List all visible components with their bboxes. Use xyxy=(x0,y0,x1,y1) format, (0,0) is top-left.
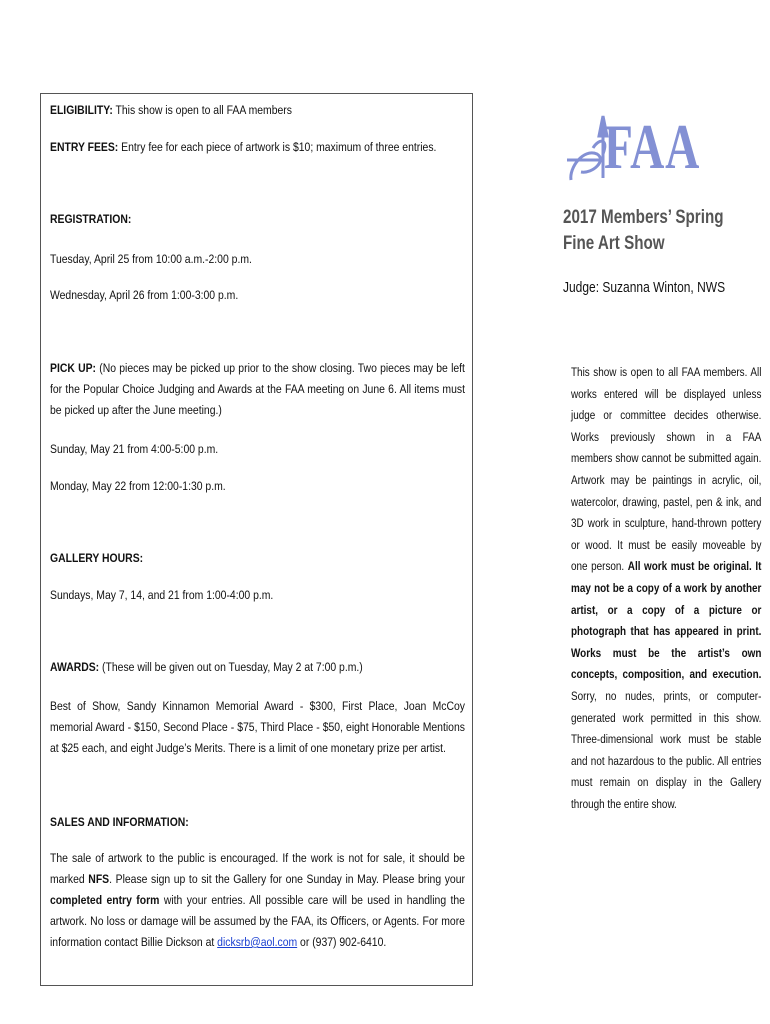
judge-name: Judge: Suzanna Winton, NWS xyxy=(563,279,726,296)
gallery-hours: Sundays, May 7, 14, and 21 from 1:00-4:00 p.m. xyxy=(50,588,274,602)
entry-fees-text: Entry fee for each piece of artwork is $10; maximum of three entries. xyxy=(118,140,437,154)
pickup-day1: Sunday, May 21 from 4:00-5:00 p.m. xyxy=(50,442,219,456)
description-text1: This show is open to all FAA members. All works entered will be displayed unless judge or committee decides otherwise. Works previously shown in a FAA members show cannot be submitted again. Artwork may be paintings in acrylic, oil, watercolor, drawing, pastel, pen & ink, and 3D work in sculpture, hand-thrown pottery or wood. It must be easily moveable by one person. xyxy=(571,365,762,574)
entry-fees-paragraph xyxy=(50,137,465,158)
pickup-text: (No pieces may be picked up prior to the show closing. Two pieces may be left for the Popular Choice Judging and Awards at the FAA meeting on June 6. All items must be picked up after the June meeting.) xyxy=(50,361,465,417)
sales-text4: or (937) 902-6410. xyxy=(297,935,387,949)
entry-fees-label: ENTRY FEES: xyxy=(50,140,119,154)
sales-label: SALES AND INFORMATION: xyxy=(50,815,189,829)
awards-paragraph xyxy=(50,657,465,678)
gallery-heading xyxy=(50,548,465,569)
eligibility-text: This show is open to all FAA members xyxy=(112,103,292,117)
awards-label: AWARDS: xyxy=(50,660,100,674)
awards-detail: Best of Show, Sandy Kinnamon Memorial Award - $300, First Place, Joan McCoy memorial Award - $150, Second Place - $75, Third Place - $50, eight Honorable Mentions at $25 each, and eight Judge’s Merits. There is a limit of one monetary prize per artist. xyxy=(50,699,465,755)
pickup-day2: Monday, May 22 from 12:00-1:30 p.m. xyxy=(50,479,226,493)
registration-heading xyxy=(50,209,465,230)
sales-text1: The sale of artwork to the public is encouraged. If the work is not for sale, it should be marked xyxy=(50,851,465,886)
awards-text: (These will be given out on Tuesday, May 2 at 7:00 p.m.) xyxy=(99,660,363,674)
registration-day2: Wednesday, April 26 from 1:00-3:00 p.m. xyxy=(50,288,239,302)
show-description xyxy=(571,362,761,815)
logo-text: FAA xyxy=(604,111,701,182)
pickup-paragraph xyxy=(50,358,465,421)
sales-text3: with your entries. All possible care will be used in handling the artwork. No loss or damage will be assumed by the FAA, its Officers, or Agents. For more information contact Billie Dickson at xyxy=(50,893,465,949)
description-text2: Sorry, no nudes, prints, or computer-generated work permitted in this show. Three-dimensional work must be stable and not hazardous to the public. All entries must remain on display in the Gallery through the entire show. xyxy=(571,688,762,811)
sales-paragraph xyxy=(50,848,465,953)
eligibility-label: ELIGIBILITY: xyxy=(50,103,113,117)
rules-box xyxy=(40,93,473,986)
sales-text2: . Please sign up to sit the Gallery for one Sunday in May. Please bring your xyxy=(109,872,465,886)
eligibility-paragraph xyxy=(50,100,465,121)
sales-nfs: NFS xyxy=(88,872,110,886)
gallery-label: GALLERY HOURS: xyxy=(50,551,144,565)
sales-heading xyxy=(50,812,465,833)
registration-label: REGISTRATION: xyxy=(50,212,132,226)
sales-completed: completed entry form xyxy=(50,893,160,907)
show-title: 2017 Members’ Spring Fine Art Show xyxy=(563,207,724,254)
pickup-label: PICK UP: xyxy=(50,361,97,375)
description-bold: All work must be original. It may not be a copy of a work by another artist, or a copy of a picture or photograph that has appeared in print. Works must be the artist’s own concepts, composition, and execution. xyxy=(571,559,762,682)
registration-day1: Tuesday, April 25 from 10:00 a.m.-2:00 p.m. xyxy=(50,252,252,266)
email-link[interactable]: dicksrb@aol.com xyxy=(217,935,298,949)
